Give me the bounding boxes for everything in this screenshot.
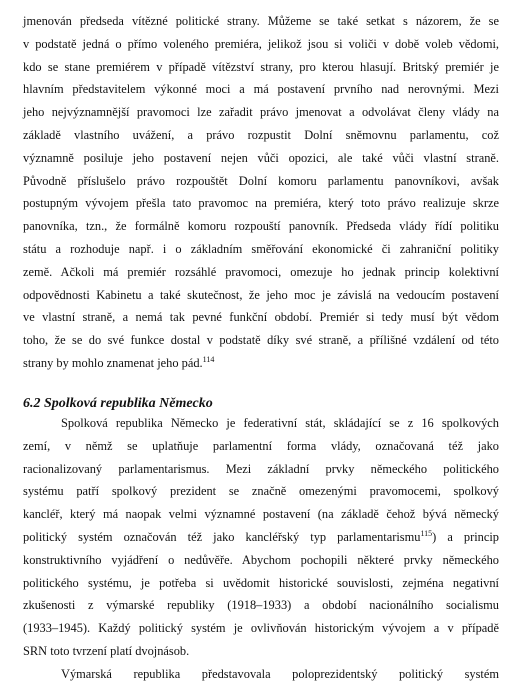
text-line-with-footnote <box>23 526 499 549</box>
text-line: politického systému, je potřeba si uvědomit historické souvislosti, zejména negativní <box>23 575 499 590</box>
text-line: hlavním představitelem výkonné moci a má postavení prvního nad nerovnými. Mezi <box>23 82 499 97</box>
text-line: v podstatě jedná o přímo voleného premiéra, jelikož jsou si voliči v době voleb vědomi, <box>23 36 499 51</box>
text-line: ve vlastní straně, a nemá tak pevné funkční období. Premiér si tedy musí být vědom <box>23 310 499 325</box>
text-line: racionalizovaný parlamentarismus. Mezi základní prvky německého politického <box>23 461 499 476</box>
text-line: významně posiluje jeho postavení nejen vůči opozici, ale také vůči vlastní straně. <box>23 150 499 165</box>
text-line-last <box>23 352 499 375</box>
section-heading: 6.2 Spolková republika Německo <box>23 396 213 411</box>
paragraph-uk-premier <box>23 10 499 375</box>
text-line: kdo se stane premiérem v případě vítězství strany, pro kterou hlasují. Britský premiér je <box>23 59 499 74</box>
text-line: jeho nejvýznamnější pravomoci lze zařadit právo jmenovat a odvolávat členy vlády na <box>23 105 499 120</box>
footnote-marker-114: 114 <box>202 354 215 364</box>
text-line: jmenován předseda vítězné politické strany. Můžeme se také setkat s názorem, že se <box>23 14 499 28</box>
text-line: základě vlastního uvážení, a právo rozpustit Dolní sněmovnu parlamentu, což <box>23 127 499 142</box>
text-line: kancléř, který má naopak velmi významné postavení (na základě čehož bývá německý <box>23 507 499 522</box>
text-line: konstruktivního vyjádření o nedůvěře. Abychom pochopili některé prvky německého <box>23 552 499 567</box>
text-fragment: ) a princip <box>432 529 499 544</box>
text-line: odpovědnosti Kabinetu a také skutečnost, že jeho moc je závislá na vedoucím postavení <box>23 287 499 302</box>
footnote-marker-115: 115 <box>420 528 433 538</box>
text-line-indented: Výmarská republika představovala poloprezidentský politický systém <box>61 666 499 681</box>
paragraph-germany <box>23 412 499 686</box>
text-line: postupným vývojem přešla tato pravomoc na premiéra, který toto právo realizuje skrze <box>23 196 499 211</box>
text-line-indented: Spolková republika Německo je federativní stát, skládající se z 16 spolkových <box>61 416 499 430</box>
text-line: systému patří spolkový prezident se značně omezenými pravomocemi, spolkový <box>23 484 499 499</box>
text-line: země. Ačkoli má premiér rozsáhlé pravomoci, omezuje ho jednak princip kolektivní <box>23 264 499 279</box>
text-line: panovníka, tzn., že formálně komoru rozpouští panovník. Předseda vlády řídí politiku <box>23 219 499 234</box>
text-fragment: politický systém označován též jako kancléřský typ parlamentarismu <box>23 529 421 544</box>
text-line: (1933–1945). Každý politický systém je ovlivňován historickým vývojem a v případě <box>23 621 499 636</box>
text-line: zkušenosti z výmarské republiky (1918–1933) a období nacionálního socialismu <box>23 598 499 613</box>
text-line: zemí, v němž se uplatňuje parlamentní forma vlády, označovaná též jako <box>23 438 499 453</box>
text-line-last: SRN toto tvrzení platí dvojnásob. <box>23 643 190 658</box>
text-line: Původně příslušelo právo rozpouštět Dolní komoru parlamentu panovníkovi, avšak <box>23 173 499 188</box>
text-line: toho, že se do své funkce dostal v podstatě díky své straně, a přílišné vzdálení od této <box>23 333 499 348</box>
text-line: státu a rozhoduje např. i o základním směřování ekonomické či zahraniční politiky <box>23 241 499 256</box>
text-fragment: strany by mohlo znamenat jeho pád. <box>23 355 203 370</box>
